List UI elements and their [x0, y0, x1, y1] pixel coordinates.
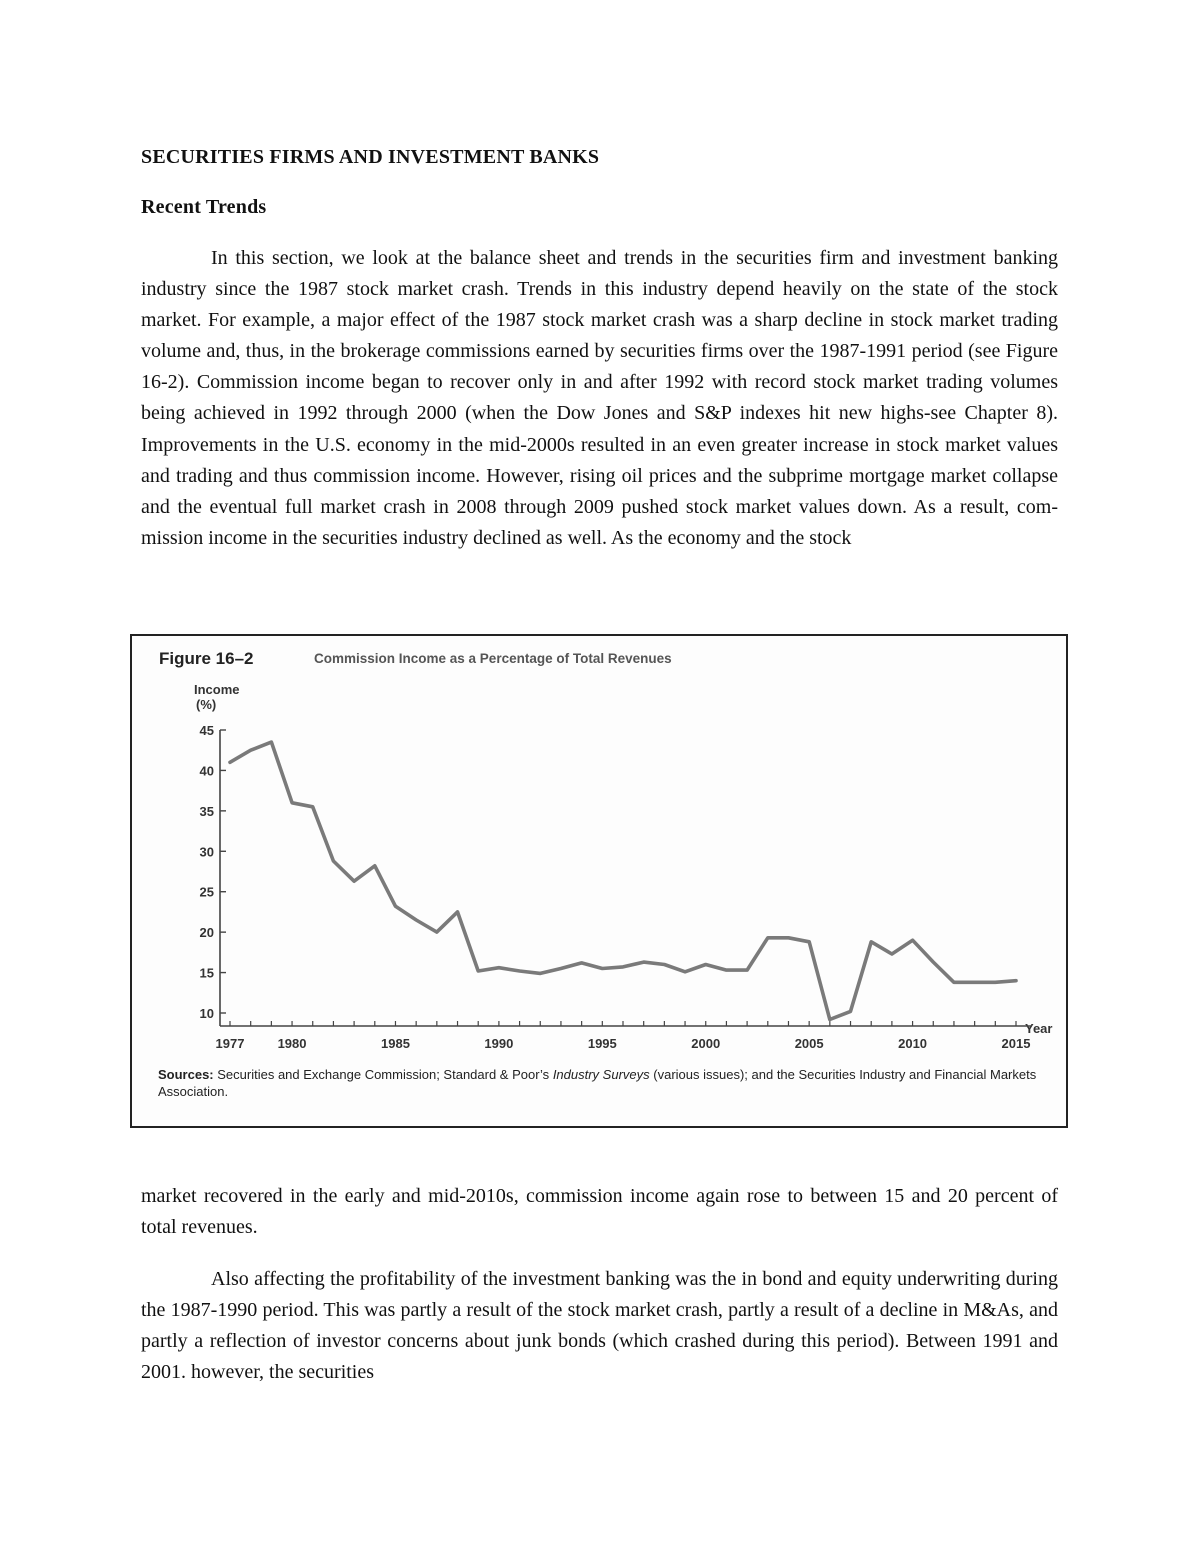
data-point — [787, 937, 789, 939]
data-point — [539, 972, 541, 974]
sources-text-before: Securities and Exchange Commission; Standard & Poor’s — [217, 1067, 550, 1082]
data-point — [746, 969, 748, 971]
sources-italic: Industry Surveys — [552, 1067, 650, 1082]
paragraph-2: market recovered in the early and mid-2010s, commission income again rose to between 15 and 20 percent of total revenues. — [141, 1185, 1058, 1239]
data-point — [270, 741, 272, 743]
data-point — [580, 962, 582, 964]
y-axis-label: Income — [194, 682, 240, 697]
data-point — [353, 880, 355, 882]
y-tick-label: 30 — [199, 844, 214, 860]
document-title: SECURITIES FIRMS AND INVESTMENT BANKS — [141, 146, 600, 168]
data-point — [332, 860, 334, 862]
data-point — [229, 761, 231, 763]
figure-16-2 — [130, 634, 1068, 1128]
data-point — [1015, 979, 1017, 981]
x-tick-label: 1977 — [215, 1036, 245, 1051]
data-point — [932, 961, 934, 963]
data-point — [415, 919, 417, 921]
data-point — [973, 981, 975, 983]
data-point — [911, 939, 913, 941]
data-point — [870, 941, 872, 943]
data-point — [312, 806, 314, 808]
x-tick-label: 1995 — [587, 1036, 617, 1051]
data-point — [829, 1018, 831, 1020]
paragraph-3: Also affecting the profitability of the investment banking was the in bond and equity underwriting during the 1987-1990 period. This was partly a result of the stock market crash, partly a result of a decline in M&As, and partly a reflection of investor concerns about junk bonds (which crashed during this period). Between 1991 and 2001. however, the securities — [141, 1268, 1058, 1384]
figure-caption: Commission Income as a Percentage of Total Revenues — [314, 651, 672, 666]
data-point — [663, 963, 665, 965]
data-point — [498, 967, 500, 969]
data-point — [725, 969, 727, 971]
data-point — [477, 970, 479, 972]
data-point — [374, 865, 376, 867]
y-tick-label: 45 — [199, 723, 214, 738]
data-point — [436, 931, 438, 933]
y-tick-label: 40 — [199, 763, 214, 779]
x-axis-label: Year — [1025, 1021, 1053, 1036]
y-tick-label: 25 — [199, 884, 214, 900]
sources-text-after: (various issues); and the Securities Industry and Financial Markets Association. — [158, 1067, 1037, 1099]
section-heading: Recent Trends — [141, 196, 267, 218]
x-tick-label: 2005 — [794, 1036, 824, 1051]
data-point — [249, 749, 251, 751]
y-ticks — [200, 723, 226, 1021]
x-tick-label: 2010 — [898, 1036, 928, 1051]
data-point — [518, 970, 520, 972]
series-group — [229, 741, 1017, 1021]
data-point — [291, 802, 293, 804]
data-point — [394, 905, 396, 907]
figure-label: Figure 16–2 — [159, 649, 254, 668]
data-point — [601, 967, 603, 969]
y-tick-label: 10 — [199, 1006, 214, 1021]
data-point — [953, 981, 955, 983]
sources-label: Sources: — [158, 1067, 214, 1082]
series-line — [230, 742, 1016, 1019]
x-tick-label: 1990 — [484, 1036, 514, 1051]
data-point — [642, 961, 644, 963]
data-point — [622, 966, 624, 968]
data-point — [767, 937, 769, 939]
x-tick-label: 2015 — [1001, 1036, 1031, 1051]
data-point — [684, 971, 686, 973]
data-point — [456, 911, 458, 913]
data-point — [994, 981, 996, 983]
data-point — [849, 1010, 851, 1012]
data-point — [705, 963, 707, 965]
data-point — [560, 967, 562, 969]
commission-income-chart — [132, 636, 1066, 1126]
y-tick-label: 35 — [199, 803, 214, 819]
data-point — [891, 953, 893, 955]
x-tick-label: 1985 — [381, 1036, 410, 1051]
y-axis-unit: (%) — [196, 697, 217, 712]
x-tick-label: 2000 — [691, 1036, 721, 1051]
y-tick-label: 20 — [199, 925, 214, 941]
y-tick-label: 15 — [199, 965, 214, 981]
data-point — [808, 941, 810, 943]
figure-sources — [158, 1066, 1058, 1100]
paragraph-1: In this section, we look at the balance sheet and trends in the securities firm and investment banking industry since the 1987 stock market crash. Trends in this industry depend heavily on the state of the stock market. For example, a major effect of the 1987 stock market crash was a sharp decline in stock market trading volume and, thus, in the brokerage commissions earned by securities firms over the 1987-1991 period (see Figure 16-2). Commission income began to recover only in and after 1992 with record stock market trading volumes being achieved in 1992 through 2000 (when the Dow Jones and S&P indexes hit new highs-see Chapter 8). Improvements in the U.S. economy in the mid-2000s resulted in an even greater increase in stock market values and trading and thus commission income. However, rising oil prices and the subprime mortgage market collapse and the eventual full market crash in 2008 through 2009 pushed stock market values down. As a result, com- mission income in the securities industry declined as well. As the economy and the stock — [141, 247, 1058, 549]
x-tick-label: 1980 — [277, 1036, 307, 1051]
